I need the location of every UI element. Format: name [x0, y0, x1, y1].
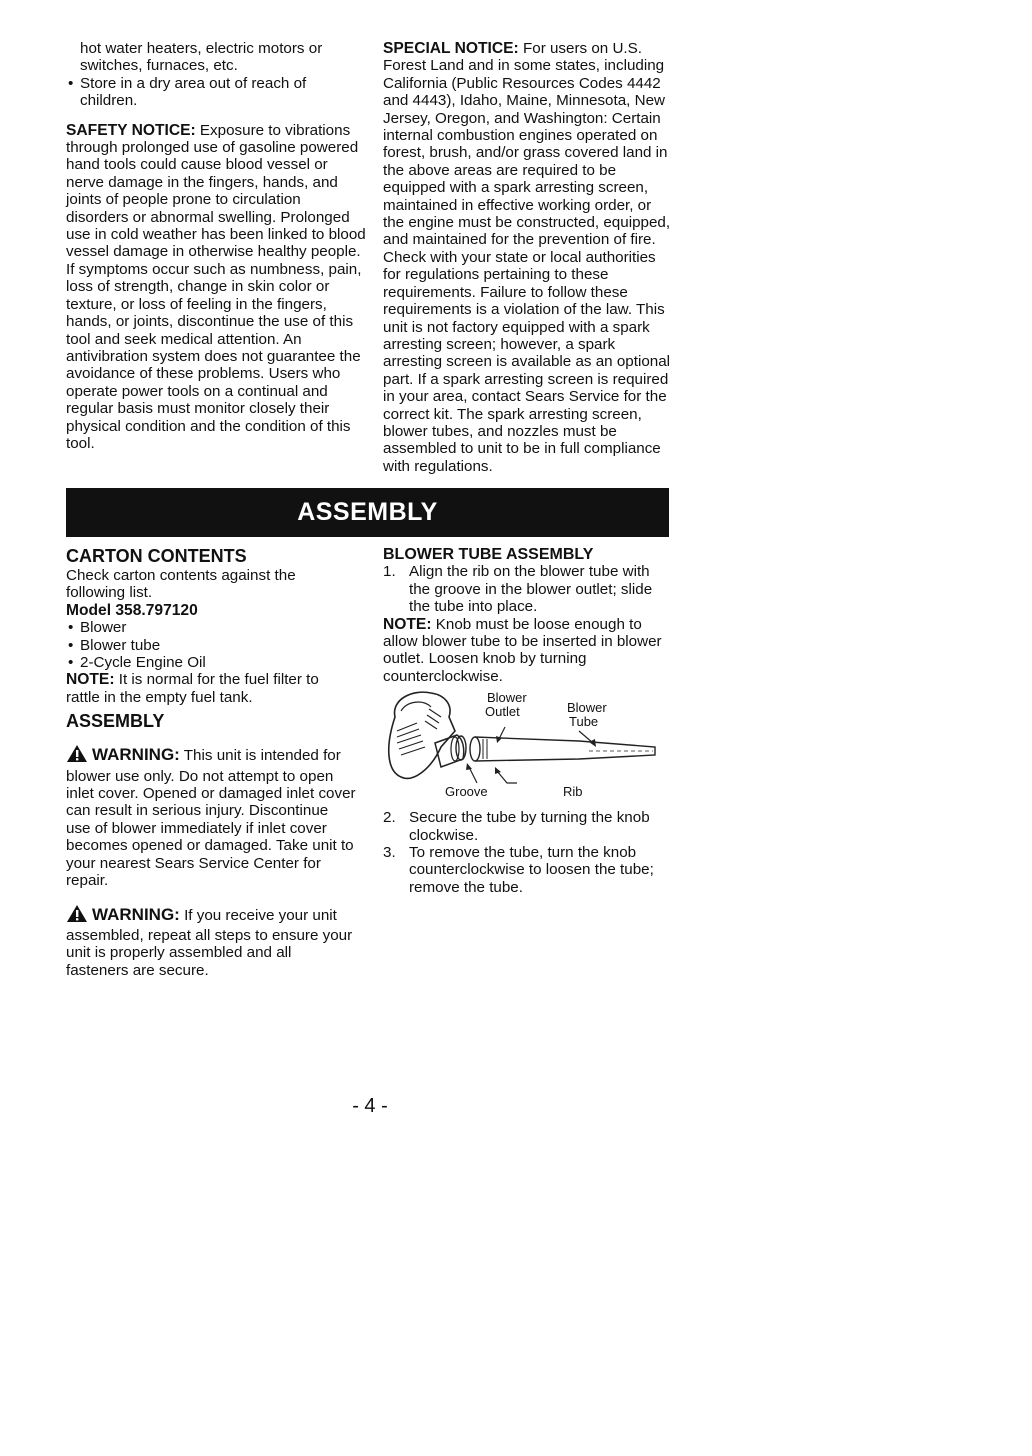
- step-3: [383, 844, 673, 896]
- warning-2-text: If you receive your unit assembled, repeat all steps to ensure your unit is properly assembled and all fasteners are secure.: [66, 906, 353, 979]
- blower-tube-column: [383, 546, 673, 896]
- figure-label-outlet-1: Blower: [487, 690, 527, 706]
- blower-note-text: Knob must be loose enough to allow blower tube to be inserted in blower outlet. Loosen knob by turning counterclockwise.: [383, 615, 662, 685]
- blower-tube-figure: [383, 687, 673, 805]
- carton-intro: Check carton contents against the following list.: [66, 567, 296, 602]
- figure-label-groove: Groove: [445, 784, 488, 800]
- special-notice-column: [383, 40, 675, 475]
- carton-note-text: It is normal for the fuel filter to rattle in the empty fuel tank.: [66, 671, 319, 706]
- special-notice-text: For users on U.S. Forest Land and in some states, including California (Public Resources Codes 4442 and 4443), Idaho, Maine, Minnesota, New Jersey, Oregon, and Washington: Certain internal combustion engines operated on forest, brush, and/or grass covered land in the above areas are required to be equipped with a spark arresting screen, maintained in effective working order, or the engine must be constructed, equipped, and maintained for the prevention of fire. Check with your state or local authorities for regulations pertaining to these requirements. Failure to follow these requirements is a violation of the law. This unit is not factory equipped with a spark arresting screen; however, a spark arresting screen is available as an optional part. If a spark arresting screen is required in your area, contact Sears Service for the correct kit. The spark arresting screen, blower tubes, and nozzles must be assembled to unit to be in full compliance with regulations.: [383, 40, 671, 475]
- step-number: 2.: [383, 809, 396, 827]
- warning-2-label: WARNING:: [92, 904, 180, 924]
- carton-item: • 2-Cycle Engine Oil: [66, 654, 356, 671]
- carton-note: [66, 671, 356, 706]
- carton-column: [66, 546, 356, 979]
- model-number: Model 358.797120: [66, 601, 198, 619]
- banner-title: ASSEMBLY: [297, 498, 438, 526]
- blower-tube-illustration: [383, 687, 673, 805]
- store-bullet: • Store in a dry area out of reach of children.: [66, 75, 366, 110]
- assembly-heading: ASSEMBLY: [66, 711, 165, 732]
- figure-label-tube-1: Blower: [567, 700, 607, 716]
- step-2: [383, 809, 673, 844]
- warning-1-label: WARNING:: [92, 745, 180, 765]
- step-number: 3.: [383, 844, 396, 862]
- figure-label-tube-2: Tube: [569, 714, 599, 730]
- step-text: To remove the tube, turn the knob counterclockwise to loosen the tube; remove the tube.: [409, 844, 654, 896]
- carton-note-label: NOTE:: [66, 671, 115, 689]
- blower-tube-heading: BLOWER TUBE ASSEMBLY: [383, 546, 594, 563]
- step-text: Secure the tube by turning the knob clockwise.: [409, 809, 650, 844]
- blower-note-label: NOTE:: [383, 615, 432, 633]
- continuation-text: hot water heaters, electric motors or switches, furnaces, etc.: [80, 40, 323, 75]
- warning-2: [66, 904, 356, 980]
- safety-notice: [66, 122, 366, 453]
- warning-1: [66, 744, 356, 889]
- warning-triangle-icon: [66, 904, 88, 927]
- safety-column: [66, 40, 366, 452]
- safety-notice-text: Exposure to vibrations through prolonged use of gasoline powered hand tools could cause blood vessel or nerve damage in the fingers, hands, and joints of people prone to circulation disorders or abnormal swelling. Prolonged use in cold weather has been linked to blood vessel damage in otherwise healthy people. If symptoms occur such as numbness, pain, loss of strength, change in skin color or texture, or loss of feeling in the fingers, hands, or joints, discontinue the use of this tool and seek medical attention. An antivibration system does not guarantee the avoidance of these problems. Users who operate power tools on a continual and regular basis must monitor closely their physical condition and the condition of this tool.: [66, 121, 366, 452]
- step-1: [383, 563, 673, 615]
- warning-triangle-icon: [66, 744, 88, 767]
- carton-heading: CARTON CONTENTS: [66, 546, 247, 566]
- figure-label-rib: Rib: [563, 784, 583, 800]
- step-number: 1.: [383, 563, 396, 581]
- blower-tube-note: [383, 616, 673, 686]
- special-notice: [383, 40, 675, 475]
- carton-item: • Blower tube: [66, 637, 356, 654]
- figure-label-outlet-2: Outlet: [485, 704, 520, 720]
- step-text: Align the rib on the blower tube with the groove in the blower outlet; slide the tube into place.: [409, 563, 653, 616]
- warning-1-text: This unit is intended for blower use only. Do not attempt to open inlet cover. Opened or damaged inlet cover can result in serious injury. Discontinue use of blower immediately if inlet cover becomes opened or damaged. Take unit to your nearest Sears Service Center for repair.: [66, 747, 356, 890]
- assembly-banner: [66, 488, 669, 537]
- carton-item: • Blower: [66, 619, 356, 636]
- safety-notice-label: SAFETY NOTICE:: [66, 121, 196, 139]
- special-notice-label: SPECIAL NOTICE:: [383, 40, 519, 57]
- page-number: - 4 -: [352, 1095, 388, 1117]
